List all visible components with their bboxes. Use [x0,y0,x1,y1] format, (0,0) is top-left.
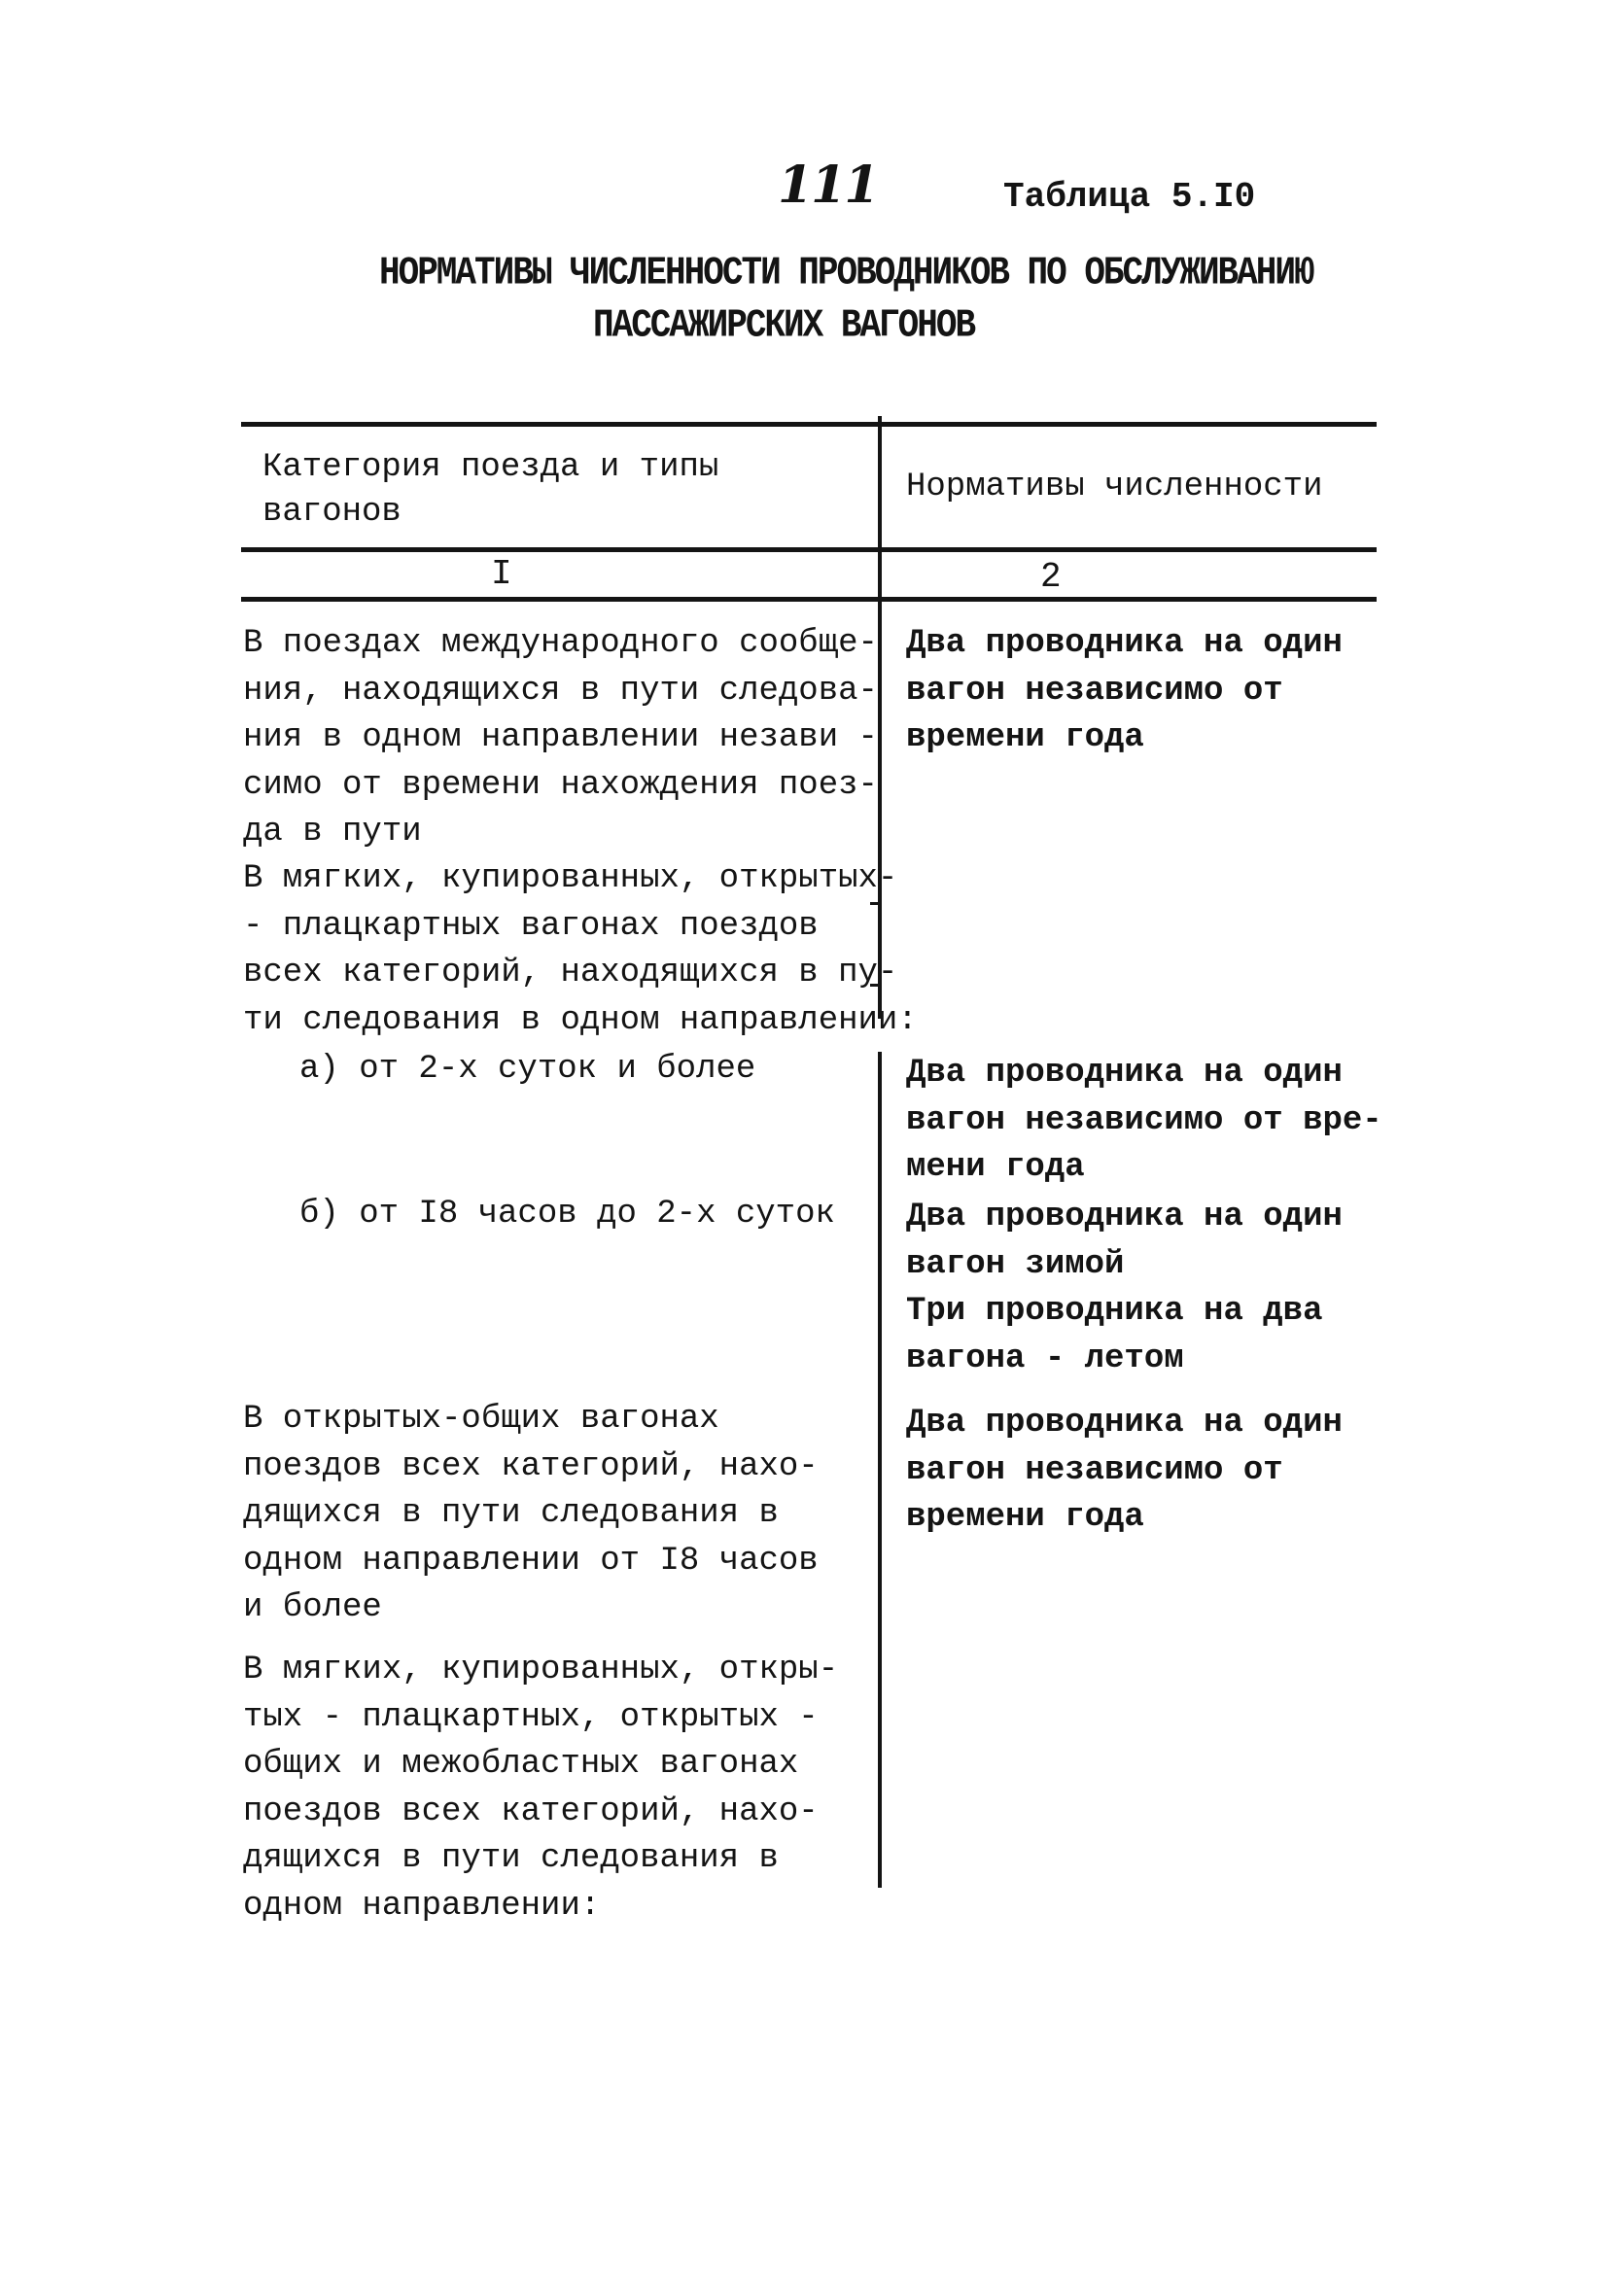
text-line: и более [243,1589,382,1626]
text-line: В мягких, купированных, откры- [243,1652,839,1688]
text-line: вагон независимо от [906,672,1283,710]
header-line: вагонов [262,494,402,531]
text-line: да в пути [243,814,422,851]
text-line: ния, находящихся в пути следова- [243,672,878,710]
text-line: Три проводника на два [906,1293,1323,1330]
row-2-norm [906,1050,1382,1192]
header-bottom-rule [241,547,1377,552]
text-line: поездов всех категорий, нахо- [243,1792,819,1830]
row-1-category [243,855,918,1044]
column-number-rule [241,597,1377,602]
text-line: одном направлении от I8 часов [243,1542,819,1580]
text-line: мени года [906,1149,1085,1186]
table-top-rule [241,422,1377,427]
column-header-norms [906,465,1322,509]
text-line: - плацкартных вагонах поездов [243,907,819,945]
page-number: 111 [778,156,878,215]
column-header-category [262,445,718,535]
text-line: одном направлении: [243,1887,601,1925]
text-line: дящихся в пути следования в [243,1840,779,1877]
row-0-norm [906,620,1343,762]
text-line: вагон зимой [906,1245,1125,1283]
row-5-category [243,1647,838,1930]
text-line: В поездах международного сообще- [243,625,878,662]
row-4-norm [906,1400,1343,1542]
table-title-line-2: ПАССАЖИРСКИХ ВАГОНОВ [593,303,975,348]
text-line: В открытых-общих вагонах [243,1401,719,1438]
text-line: тых - плацкартных, открытых - [243,1698,819,1736]
row-3-norm [906,1194,1343,1382]
text-line: общих и межобластных вагонах [243,1746,799,1783]
text-line: ти следования в одном направлении: [243,1001,918,1039]
text-line: В мягких, купированных, открытых- [243,860,898,897]
text-line: а) от 2-х суток и более [299,1051,756,1088]
row-4-category [243,1396,819,1632]
text-line: вагон независимо от вре- [906,1101,1382,1139]
header-line: Нормативы численности [906,469,1323,505]
header-line: Категория поезда и типы [262,449,719,486]
column-divider-section-2 [878,1052,882,1888]
text-line: Два проводника на один [906,1199,1343,1235]
column-number-2: 2 [1040,557,1062,597]
text-line: Два проводника на один [906,1405,1343,1442]
column-number-1: I [491,554,512,594]
row-2-category [299,1046,755,1094]
column-divider-header [878,416,882,601]
text-line: дящихся в пути следования в [243,1495,779,1532]
text-line: ния в одном направлении незави - [243,719,878,756]
text-line: симо от времени нахождения поез- [243,766,878,804]
text-line: б) от I8 часов до 2-х суток [299,1196,835,1233]
table-label: Таблица 5.I0 [1003,177,1256,217]
text-line: вагон независимо от [906,1451,1283,1489]
text-line: времени года [906,1499,1144,1536]
text-line: всех категорий, находящихся в пу- [243,955,898,991]
row-0-category [243,620,878,856]
text-line: вагона - летом [906,1339,1184,1377]
text-line: поездов всех категорий, нахо- [243,1447,819,1485]
text-line: Два проводника на один [906,625,1343,662]
table-title-line-1: НОРМАТИВЫ ЧИСЛЕННОСТИ ПРОВОДНИКОВ ПО ОБСЛУЖИВАНИЮ [379,251,1313,296]
text-line: Два проводника на один [906,1055,1343,1092]
text-line: времени года [906,719,1144,756]
row-3-category [299,1191,835,1238]
